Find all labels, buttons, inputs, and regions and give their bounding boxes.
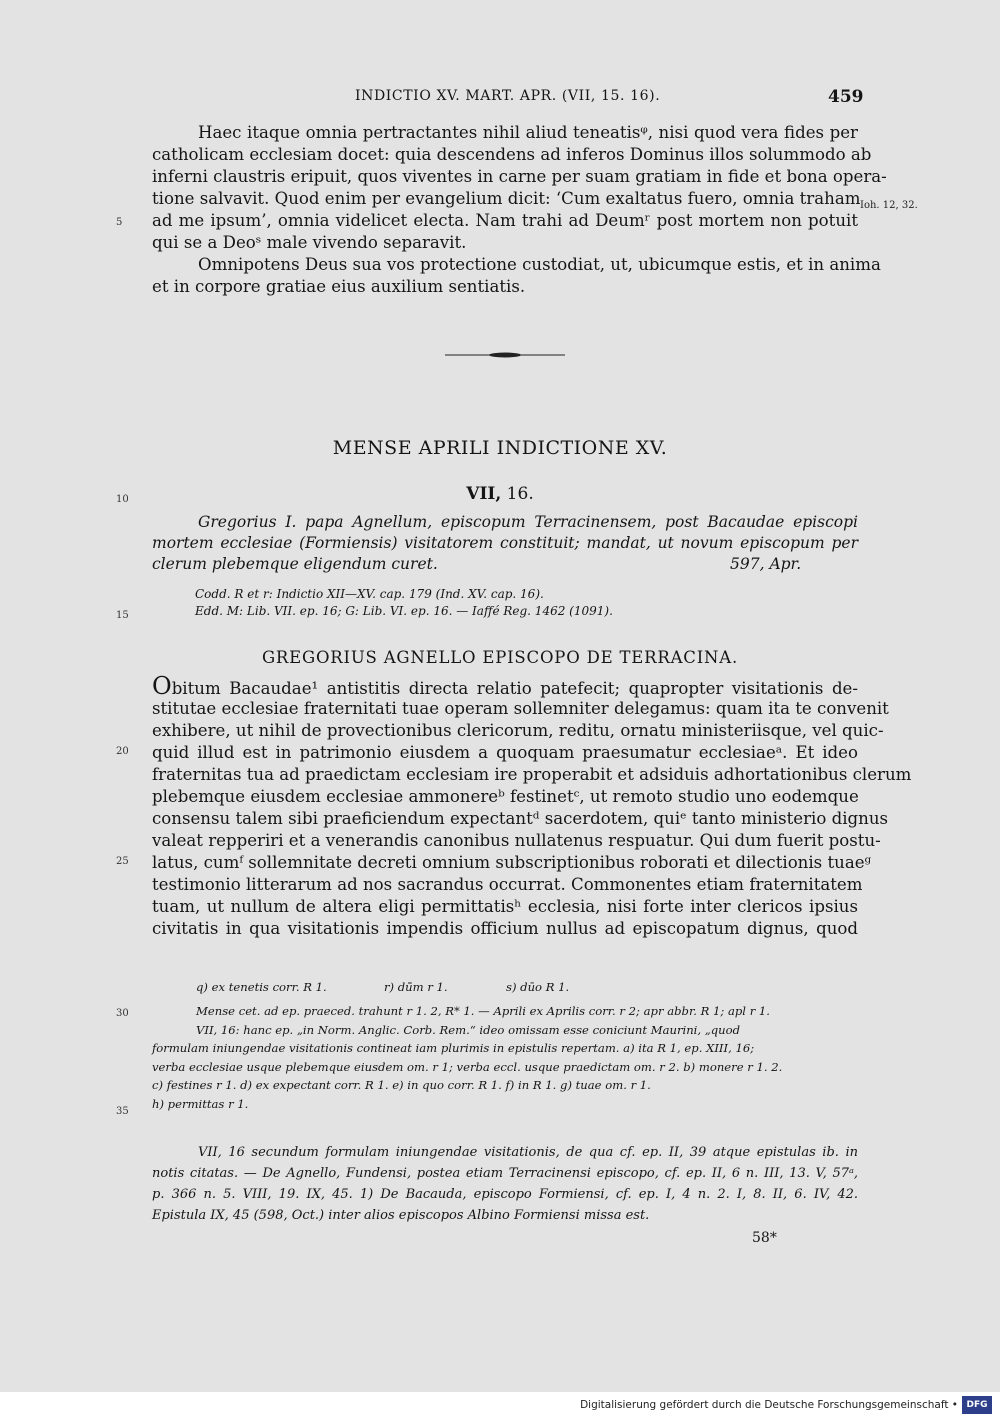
text-line (152, 672, 858, 700)
text-line: quid illud est in patrimonio eiusdem a quoquam praesumatur ecclesiaeᵃ. Et ideo (152, 743, 858, 762)
text-line: ad me ipsum’, omnia videlicet electa. Nam trahi ad Deumʳ post mortem non potuit (152, 211, 858, 230)
commentary (152, 1142, 858, 1226)
apparatus-note: q) ex tenetis corr. R 1. (196, 980, 327, 994)
line-number: 20 (116, 746, 129, 757)
commentary-line: VII, 16 secundum formulam iniungendae visitationis, de qua cf. ep. II, 39 atque epistulas ib. in (198, 1145, 858, 1160)
text-line: exhibere, ut nihil de provectionibus clericorum, reditu, ornatu ministeriisque, vel quic- (152, 721, 884, 740)
text-line: consensu talem sibi praeficiendum expectantᵈ sacerdotem, quiᵉ tanto ministerio dignus (152, 809, 889, 828)
footer-credit: Digitalisierung gefördert durch die Deutsche Forschungsgemeinschaft • (580, 1399, 958, 1411)
text-line: fraternitas tua ad praedictam ecclesiam ire properabit et adsiduis adhortationibus clerum (152, 765, 912, 784)
text-line: plebemque eiusdem ecclesiae ammonereᵇ festinetᶜ, ut remoto studio uno eodemque (152, 787, 859, 806)
text-line: catholicam ecclesiam docet: quia descendens ad inferos Dominus illos solummodo ab (152, 145, 872, 164)
letter-heading: GREGORIUS AGNELLO EPISCOPO DE TERRACINA. (261, 648, 739, 667)
regest (152, 512, 858, 575)
sheet-signature: 58* (752, 1230, 777, 1246)
regest-date: 597, Apr. (730, 555, 802, 573)
commentary-line: notis citatas. — De Agnello, Fundensi, postea etiam Terracinensi episcopo, cf. ep. II, 6 n. III, 13. V, 57ᵃ, (152, 1166, 858, 1181)
text-line: tuam, ut nullum de altera eligi permittatisʰ ecclesia, nisi forte inter clericos ipsius (152, 897, 858, 916)
document-number-item: 16. (501, 484, 534, 504)
text-line: Omnipotens Deus sua vos protectione custodiat, ut, ubicumque estis, et in anima (198, 255, 881, 274)
running-title: INDICTIO XV. MART. APR. (VII, 15. 16). (355, 88, 661, 104)
line-number: 10 (116, 494, 129, 505)
codices-line: Codd. R et r: Indictio XII—XV. cap. 179 (Ind. XV. cap. 16). (195, 587, 544, 601)
regest-line: Gregorius I. papa Agnellum, episcopum Terracinensem, post Bacaudae episcopi (198, 513, 858, 531)
apparatus-note: s) dūo R 1. (506, 980, 570, 994)
text-line: stitutae ecclesiae fraternitati tuae operam sollemniter delegamus: quam ita te convenit (152, 699, 889, 718)
apparatus-note: r) dū̄m r 1. (384, 980, 448, 994)
regest-line (152, 554, 858, 575)
apparatus-line: VII, 16: hanc ep. „in Norm. Anglic. Corb. Rem.“ ideo omissam esse coniciunt Maurini, „quod (196, 1022, 741, 1037)
apparatus-line: h) permittas r 1. (152, 1096, 249, 1111)
document-number-volume: VII, (466, 484, 502, 504)
ornament-divider (445, 352, 565, 358)
text-line: Haec itaque omnia pertractantes nihil aliud teneatisᵠ, nisi quod vera fides per (198, 123, 858, 142)
letter-body (152, 672, 912, 940)
regest-text: clerum plebemque eligendum curet. (152, 555, 438, 573)
commentary-line: Epistula IX, 45 (598, Oct.) inter alios episcopos Albino Formiensi missa est. (152, 1208, 650, 1223)
initial-letter: O (152, 672, 172, 700)
page-number: 459 (828, 87, 864, 107)
editions-line: Edd. M: Lib. VII. ep. 16; G: Lib. VI. ep. 16. — Iaffé Reg. 1462 (1091). (195, 604, 613, 618)
text-line: civitatis in qua visitationis impendis officium nullus ad episcopatum dignus, quod (152, 919, 858, 938)
intro-paragraph (152, 122, 887, 298)
sigla (195, 586, 835, 620)
text-line-rest: bitum Bacaudae¹ antistitis directa relatio patefecit; quapropter visitationis de- (171, 679, 858, 698)
text-line: et in corpore gratiae eius auxilium sentiatis. (152, 277, 526, 296)
regest-line: mortem ecclesiae (Formiensis) visitatorem constituit; mandat, ut novum episcopum per (152, 534, 858, 552)
margin-reference: Ioh. 12, 32. (860, 200, 918, 211)
apparatus-line: formulam iniungendae visitationis contineat iam plurimis in epistulis repertam. a) ita R 1, ep. XIII, 16; (152, 1041, 755, 1055)
text-line: testimonio litterarum ad nos sacrandus occurrat. Commonentes etiam fraternitatem (152, 875, 863, 894)
footer-bar (0, 1392, 1000, 1420)
dfg-logo: DFG (962, 1396, 992, 1414)
text-line: inferni claustris eripuit, quos viventes in carne per suam gratiam in fide et bona opera- (152, 167, 887, 186)
line-number: 25 (116, 856, 129, 867)
line-number: 30 (116, 1008, 129, 1019)
apparatus (152, 1002, 858, 1113)
text-line: tione salvavit. Quod enim per evangelium dicit: ‘Cum exaltatus fuero, omnia traham (152, 189, 861, 208)
line-number: 5 (116, 217, 123, 228)
document-number (0, 484, 1000, 504)
text-line: valeat repperiri et a venerandis canonibus nullatenus respuatur. Qui dum fuerit postu- (152, 831, 881, 850)
text-line: qui se a Deoˢ male vivendo separavit. (152, 233, 467, 252)
apparatus-line: Mense cet. ad ep. praeced. trahunt r 1. 2, R* 1. — Aprili ex Aprilis corr. r 2; apr abbr. R 1; apl r 1. (196, 1004, 770, 1018)
line-number: 15 (116, 610, 129, 621)
section-heading: MENSE APRILI INDICTIONE XV. (332, 437, 668, 459)
line-number: 35 (116, 1106, 129, 1117)
apparatus-line: c) festines r 1. d) ex expectant corr. R 1. e) in quo corr. R 1. f) in R 1. g) tuae om. r 1. (152, 1078, 651, 1092)
text-line: latus, cumᶠ sollemnitate decreti omnium subscriptionibus roborati et dilectionis tuaeᵍ (152, 853, 872, 872)
apparatus-line: verba ecclesiae usque plebemque eiusdem om. r 1; verba eccl. usque praedictam om. r 2. b) monere r 1. 2. (152, 1059, 783, 1074)
commentary-line: p. 366 n. 5. VIII, 19. IX, 45. 1) De Bacauda, episcopo Formiensi, cf. ep. I, 4 n. 2. I, 8. II, 6. IV, 42. (152, 1187, 858, 1202)
